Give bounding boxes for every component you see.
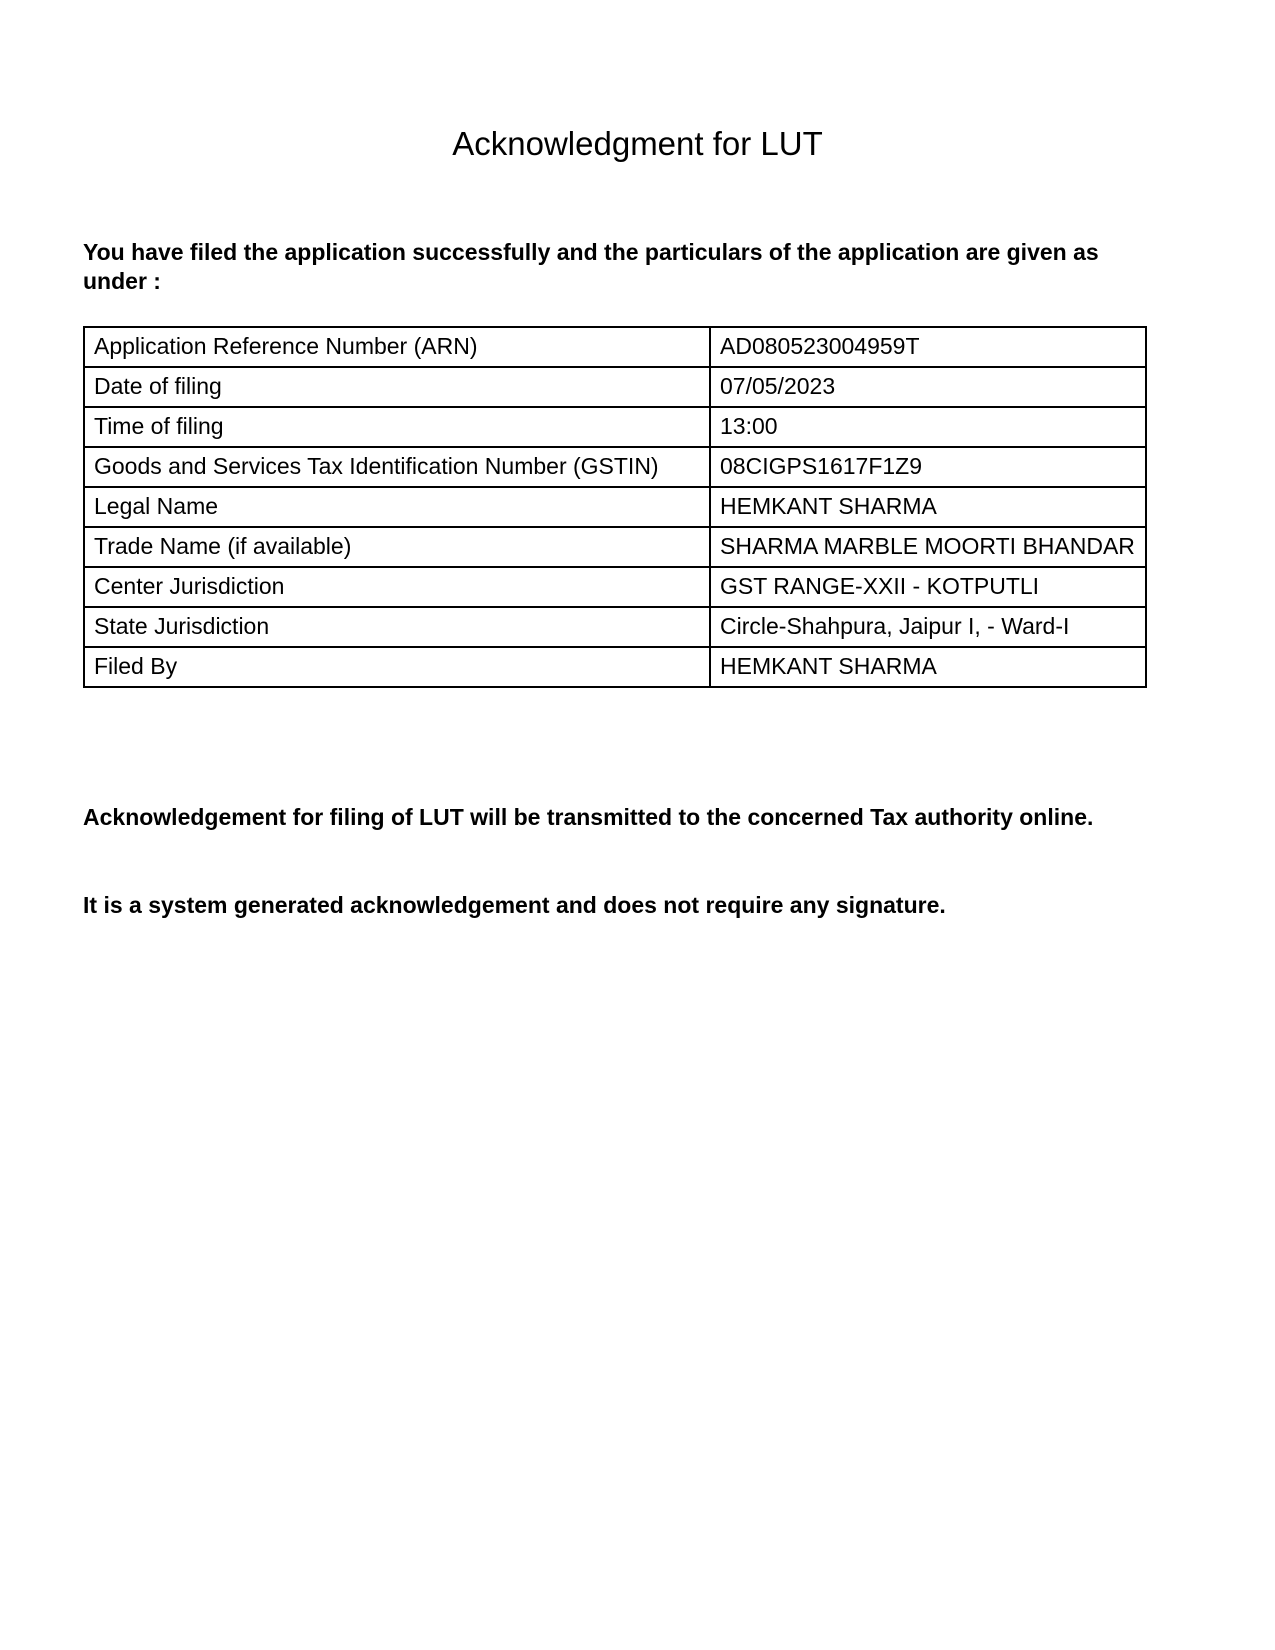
table-row	[84, 327, 1146, 367]
row-label: Date of filing	[84, 367, 710, 407]
application-details-table	[83, 326, 1147, 688]
row-label: Time of filing	[84, 407, 710, 447]
row-label: Goods and Services Tax Identification Number (GSTIN)	[84, 447, 710, 487]
row-value: HEMKANT SHARMA	[710, 487, 1146, 527]
system-generated-note: It is a system generated acknowledgement and does not require any signature.	[83, 892, 946, 918]
table-row	[84, 367, 1146, 407]
table-row	[84, 567, 1146, 607]
row-label: State Jurisdiction	[84, 607, 710, 647]
row-value: 13:00	[710, 407, 1146, 447]
row-value: HEMKANT SHARMA	[710, 647, 1146, 687]
transmission-note: Acknowledgement for filing of LUT will be transmitted to the concerned Tax authority online.	[83, 804, 1094, 830]
row-value: 08CIGPS1617F1Z9	[710, 447, 1146, 487]
table-row	[84, 447, 1146, 487]
table-row	[84, 527, 1146, 567]
row-label: Application Reference Number (ARN)	[84, 327, 710, 367]
row-label: Trade Name (if available)	[84, 527, 710, 567]
row-value: 07/05/2023	[710, 367, 1146, 407]
table-row	[84, 607, 1146, 647]
intro-text: You have filed the application successfully and the particulars of the application are given as under :	[83, 239, 1099, 294]
row-label: Center Jurisdiction	[84, 567, 710, 607]
page-title: Acknowledgment for LUT	[452, 125, 823, 162]
row-label: Legal Name	[84, 487, 710, 527]
row-value: GST RANGE-XXII - KOTPUTLI	[710, 567, 1146, 607]
row-value: SHARMA MARBLE MOORTI BHANDAR	[710, 527, 1146, 567]
row-label: Filed By	[84, 647, 710, 687]
row-value: AD080523004959T	[710, 327, 1146, 367]
table-row	[84, 407, 1146, 447]
row-value: Circle-Shahpura, Jaipur I, - Ward-I	[710, 607, 1146, 647]
table-row	[84, 647, 1146, 687]
table-row	[84, 487, 1146, 527]
